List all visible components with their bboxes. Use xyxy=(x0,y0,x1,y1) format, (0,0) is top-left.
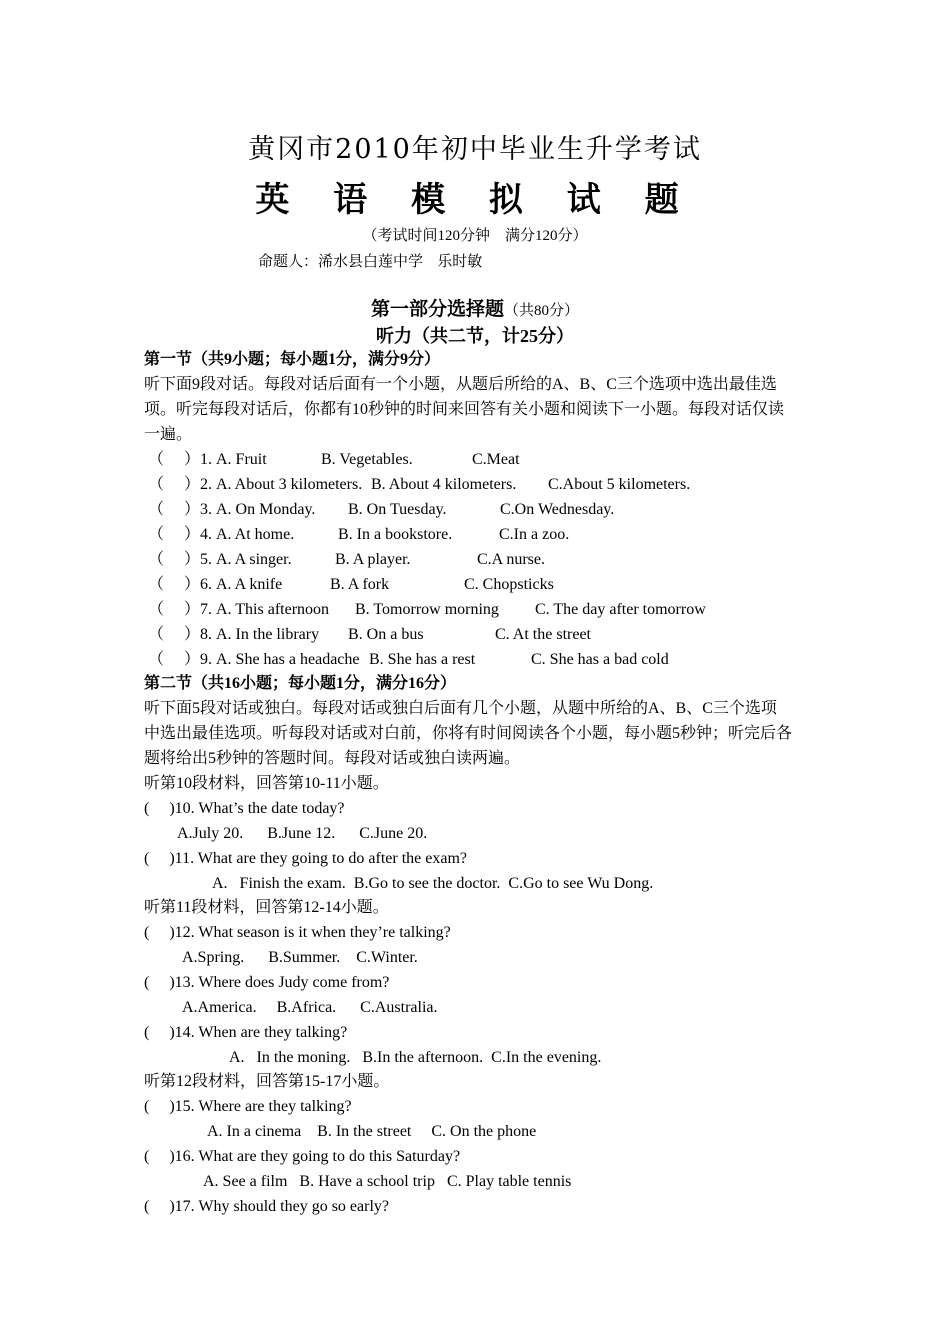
part-one-title xyxy=(0,298,950,323)
question-14: ( )14. When are they talking? xyxy=(144,1024,348,1041)
question-10: ( )10. What’s the date today? xyxy=(144,800,345,817)
material-heading: 听第11段材料，回答第12-14小题。 xyxy=(144,899,389,916)
question-stem: （ ）4. A. At home. xyxy=(148,526,295,543)
option-b: B. Tomorrow morning xyxy=(355,601,499,618)
question-11-options: A. Finish the exam. B.Go to see the doctor. C.Go to see Wu Dong. xyxy=(212,875,654,892)
section-two-instructions-line: 听下面5段对话或独白。每段对话或独白后面有几个小题，从题中所给的A、B、C三个选项 xyxy=(144,700,777,717)
option-b: B. In a bookstore. xyxy=(338,526,453,543)
question-14-options: A. In the moning. B.In the afternoon. C.In the evening. xyxy=(229,1049,602,1066)
option-c: C. Chopsticks xyxy=(464,576,554,593)
question-16: ( )16. What are they going to do this Saturday? xyxy=(144,1148,461,1165)
option-b: B. Vegetables. xyxy=(321,451,413,468)
section-two-instructions-line: 中选出最佳选项。听每段对话或对白前，你将有时间阅读各个小题，每小题5秒钟；听完后各 xyxy=(144,725,793,742)
option-c: C.About 5 kilometers. xyxy=(548,476,691,493)
option-b: B. She has a rest xyxy=(369,651,476,668)
question-15-options: A. In a cinema B. In the street C. On the phone xyxy=(207,1123,537,1140)
section-one-instructions-line: 听下面9段对话。每段对话后面有一个小题，从题后所给的A、B、C三个选项中选出最佳选 xyxy=(144,376,777,393)
question-stem: （ ）2. A. About 3 kilometers. xyxy=(148,476,363,493)
question-stem: （ ）1. A. Fruit xyxy=(148,451,267,468)
option-b: B. On a bus xyxy=(348,626,424,643)
exam-author: 命题人：浠水县白莲中学 乐时敏 xyxy=(258,252,483,270)
question-stem: （ ）7. A. This afternoon xyxy=(148,601,330,618)
option-c: C.In a zoo. xyxy=(499,526,570,543)
question-13: ( )13. Where does Judy come from? xyxy=(144,974,390,991)
section-one-heading: 第一节（共9小题；每小题1分，满分9分） xyxy=(144,351,441,368)
part-one-note: （共80分） xyxy=(504,303,580,319)
section-two-instructions-line: 题将给出5秒钟的答题时间。每段对话或独白读两遍。 xyxy=(144,750,521,767)
option-c: C. The day after tomorrow xyxy=(535,601,706,618)
question-stem: （ ）5. A. A singer. xyxy=(148,551,292,568)
listening-heading: 听力（共二节，计25分） xyxy=(376,326,574,346)
question-stem: （ ）6. A. A knife xyxy=(148,576,283,593)
option-b: B. A player. xyxy=(335,551,411,568)
question-12: ( )12. What season is it when they’re talking? xyxy=(144,924,451,941)
section-one-instructions-line: 项。听完每段对话后，你都有10秒钟的时间来回答有关小题和阅读下一小题。每段对话仅读 xyxy=(144,401,785,418)
exam-title: 黄冈市2010年初中毕业生升学考试 xyxy=(248,134,702,165)
option-c: C.On Wednesday. xyxy=(500,501,615,518)
question-15: ( )15. Where are they talking? xyxy=(144,1098,352,1115)
option-b: B. About 4 kilometers. xyxy=(371,476,517,493)
option-c: C.Meat xyxy=(472,451,520,468)
material-heading: 听第12段材料，回答第15-17小题。 xyxy=(144,1073,390,1090)
option-c: C. At the street xyxy=(495,626,591,643)
question-10-options: A.July 20. B.June 12. C.June 20. xyxy=(177,825,428,842)
part-one-title-text: 第一部分选择题 xyxy=(370,299,504,320)
question-stem: （ ）8. A. In the library xyxy=(148,626,320,643)
question-11: ( )11. What are they going to do after the exam? xyxy=(144,850,467,867)
question-13-options: A.America. B.Africa. C.Australia. xyxy=(182,999,438,1016)
question-12-options: A.Spring. B.Summer. C.Winter. xyxy=(182,949,418,966)
exam-info: （考试时间120分钟 满分120分） xyxy=(362,228,588,244)
option-b: B. On Tuesday. xyxy=(348,501,447,518)
question-stem: （ ）9. A. She has a headache xyxy=(148,651,360,668)
question-16-options: A. See a film B. Have a school trip C. Play table tennis xyxy=(203,1173,572,1190)
question-17: ( )17. Why should they go so early? xyxy=(144,1198,389,1215)
question-stem: （ ）3. A. On Monday. xyxy=(148,501,316,518)
exam-subtitle: 英 语 模 拟 试 题 xyxy=(255,180,695,220)
section-one-instructions-line: 一遍。 xyxy=(144,426,193,443)
option-c: C. She has a bad cold xyxy=(531,651,669,668)
section-two-heading: 第二节（共16小题；每小题1分，满分16分） xyxy=(144,675,457,692)
option-b: B. A fork xyxy=(330,576,390,593)
option-c: C.A nurse. xyxy=(477,551,545,568)
material-heading: 听第10段材料，回答第10-11小题。 xyxy=(144,775,389,792)
